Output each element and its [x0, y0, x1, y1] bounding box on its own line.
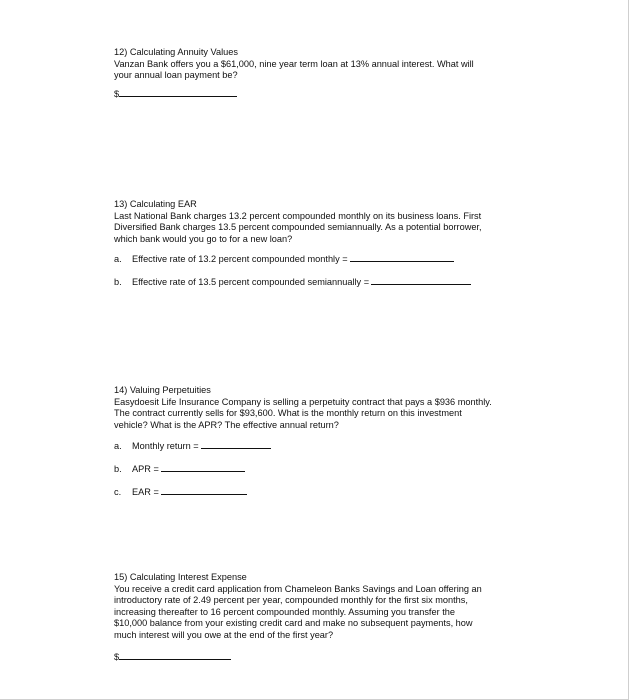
problem-13-line-2: Diversified Bank charges 13.5 percent compounded semiannually. As a potential borrower, [114, 222, 482, 233]
problem-12-line-2: your annual loan payment be? [114, 70, 238, 81]
problem-13-item-a-blank[interactable] [350, 252, 454, 262]
problem-13 [114, 199, 534, 287]
problem-14-heading: 14) Valuing Perpetuities [114, 385, 211, 395]
problem-14-item-b-text: APR = [132, 464, 159, 475]
problem-12-answer [114, 87, 534, 99]
problem-14-item-a-blank[interactable] [201, 439, 271, 449]
problem-14-item-a-marker: a. [114, 441, 122, 452]
problem-14-line-2: The contract currently sells for $93,600. What is the monthly return on this investment [114, 408, 462, 419]
problem-13-heading: 13) Calculating EAR [114, 199, 197, 209]
problem-14-item-c [114, 485, 534, 497]
problem-14-item-c-blank[interactable] [161, 485, 247, 495]
problem-13-item-a [114, 252, 534, 264]
problem-14-item-b-blank[interactable] [161, 462, 245, 472]
problem-13-item-a-marker: a. [114, 254, 122, 265]
problem-14 [114, 385, 534, 497]
problem-15-line-5: much interest will you owe at the end of the first year? [114, 629, 334, 640]
problem-13-item-b-blank[interactable] [371, 275, 471, 285]
problem-15-line-2: introductory rate of 2.49 percent per year, compounded monthly for the first six months, [114, 595, 468, 606]
problem-13-item-b-text: Effective rate of 13.5 percent compounded semiannually = [132, 277, 370, 288]
problem-14-item-a-text: Monthly return = [132, 441, 199, 452]
problem-13-item-b-marker: b. [114, 277, 122, 288]
problem-13-item-b [114, 275, 534, 287]
problem-15-answer-blank[interactable] [119, 650, 231, 660]
problem-12-dollar-sign: $ [114, 88, 120, 99]
problem-15-line-4: $10,000 balance from your existing credit card and make no subsequent payments, how [114, 618, 473, 629]
problem-14-item-a [114, 439, 534, 451]
problem-14-item-b [114, 462, 534, 474]
problem-14-item-b-marker: b. [114, 464, 122, 475]
problem-14-line-3: vehicle? What is the APR? The effective annual return? [114, 419, 339, 430]
problem-14-line-1: Easydoesit Life Insurance Company is selling a perpetuity contract that pays a $936 monthly. [114, 396, 492, 407]
problem-12 [114, 47, 534, 99]
problem-15-answer [114, 650, 534, 662]
problem-12-heading: 12) Calculating Annuity Values [114, 47, 238, 57]
problem-12-line-1: Vanzan Bank offers you a $61,000, nine year term loan at 13% annual interest. What will [114, 58, 474, 69]
problem-14-item-c-text: EAR = [132, 487, 159, 498]
problem-15-dollar-sign: $ [114, 651, 120, 662]
problem-12-answer-blank[interactable] [119, 87, 237, 97]
problem-15 [114, 572, 534, 662]
problem-13-item-a-text: Effective rate of 13.2 percent compounded monthly = [132, 254, 348, 265]
problem-14-item-c-marker: c. [114, 487, 122, 498]
problem-13-line-3: which bank would you go to for a new loan? [114, 233, 293, 244]
problem-15-line-1: You receive a credit card application from Chameleon Banks Savings and Loan offering an [114, 583, 482, 594]
problem-15-heading: 15) Calculating Interest Expense [114, 572, 247, 582]
problem-15-line-3: increasing thereafter to 16 percent compounded monthly. Assuming you transfer the [114, 606, 455, 617]
problem-13-line-1: Last National Bank charges 13.2 percent compounded monthly on its business loans. First [114, 210, 482, 221]
